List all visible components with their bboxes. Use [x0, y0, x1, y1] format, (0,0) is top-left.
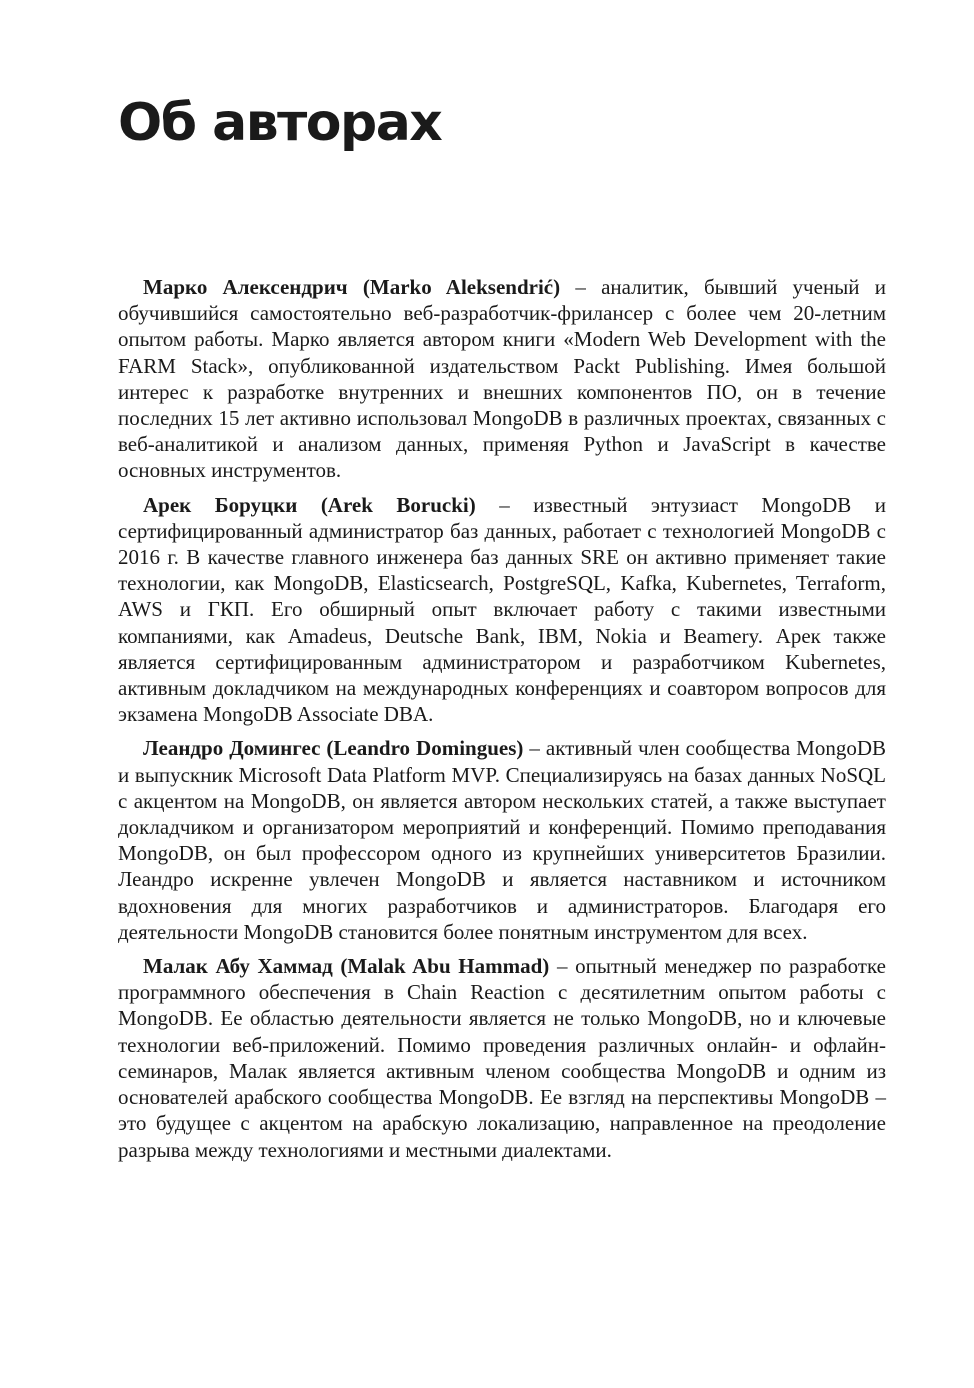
- author-bios: [118, 274, 886, 1171]
- chapter-title: Об авторах: [118, 93, 442, 153]
- author-bio-abu-hammad: [118, 953, 886, 1163]
- author-name: Арек Боруцки (Arek Borucki): [143, 492, 476, 517]
- author-name: Леандро Домингес (Leandro Domingues): [143, 736, 524, 761]
- author-description: – известный энтузиаст MongoDB и сертифицированный администратор баз данных, работает с технологией MongoDB с 2016 г. В качестве главного инженера баз данных SRE он активно применяет такие технологии, как MongoDB, Elasticsearch, PostgreSQL, Kafka, Kubernetes, Terraform, AWS и ГКП. Его обширный опыт включает работу с такими известными компаниями, как Amadeus, Deutsche Bank, IBM, Nokia и Beamery. Арек также является сертифицированным администратором и разработчиком Kubernetes, активным докладчиком на международных конференциях и соавтором вопросов для экзамена MongoDB Associate DBA.: [118, 492, 886, 727]
- author-bio-borucki: [118, 492, 886, 728]
- author-description: – аналитик, бывший ученый и обучившийся самостоятельно веб-разработчик-фрилансер с более чем 20-летним опытом работы. Марко является автором книги «Modern Web Development with the FARM Stack», опубликованной издательством Packt Publishing. Имея большой интерес к разработке внутренних и внешних компонентов ПО, он в течение последних 15 лет активно использовал MongoDB в различных проектах, связанных с веб-аналитикой и анализом данных, применяя Python и JavaScript в качестве основных инструментов.: [118, 275, 887, 483]
- author-name: Марко Алексендрич (Marko Aleksendrić): [143, 275, 561, 299]
- author-description: – опытный менеджер по разработке программного обеспечения в Chain Reaction с десятилетним опытом работы с MongoDB. Ее областью деятельности является не только MongoDB, но и ключевые технологии веб-приложений. Помимо проведения различных онлайн- и офлайн-семинаров, Малак является активным членом сообщества MongoDB и одним из основателей арабского сообщества MongoDB. Ее взгляд на перспективы MongoDB – это будущее с акцентом на арабскую локализацию, направленное на преодоление разрыва между технологиями и местными диалектами.: [118, 954, 886, 1162]
- author-bio-aleksendric: [118, 274, 886, 484]
- author-bio-domingues: [118, 735, 886, 945]
- author-description: – активный член сообщества MongoDB и выпускник Microsoft Data Platform MVP. Специализируясь на базах данных NoSQL с акцентом на MongoDB, он является автором нескольких статей, а также выступает докладчиком и организатором мероприятий и конференций. Помимо преподавания MongoDB, он был профессором одного из крупнейших университетов Бразилии. Леандро искренне увлечен MongoDB и является наставником и источником вдохновения для многих разработчиков и администраторов. Благодаря его деятельности MongoDB становится более понятным инструментом для всех.: [118, 736, 886, 944]
- author-name: Малак Абу Хаммад (Malak Abu Hammad): [143, 954, 550, 979]
